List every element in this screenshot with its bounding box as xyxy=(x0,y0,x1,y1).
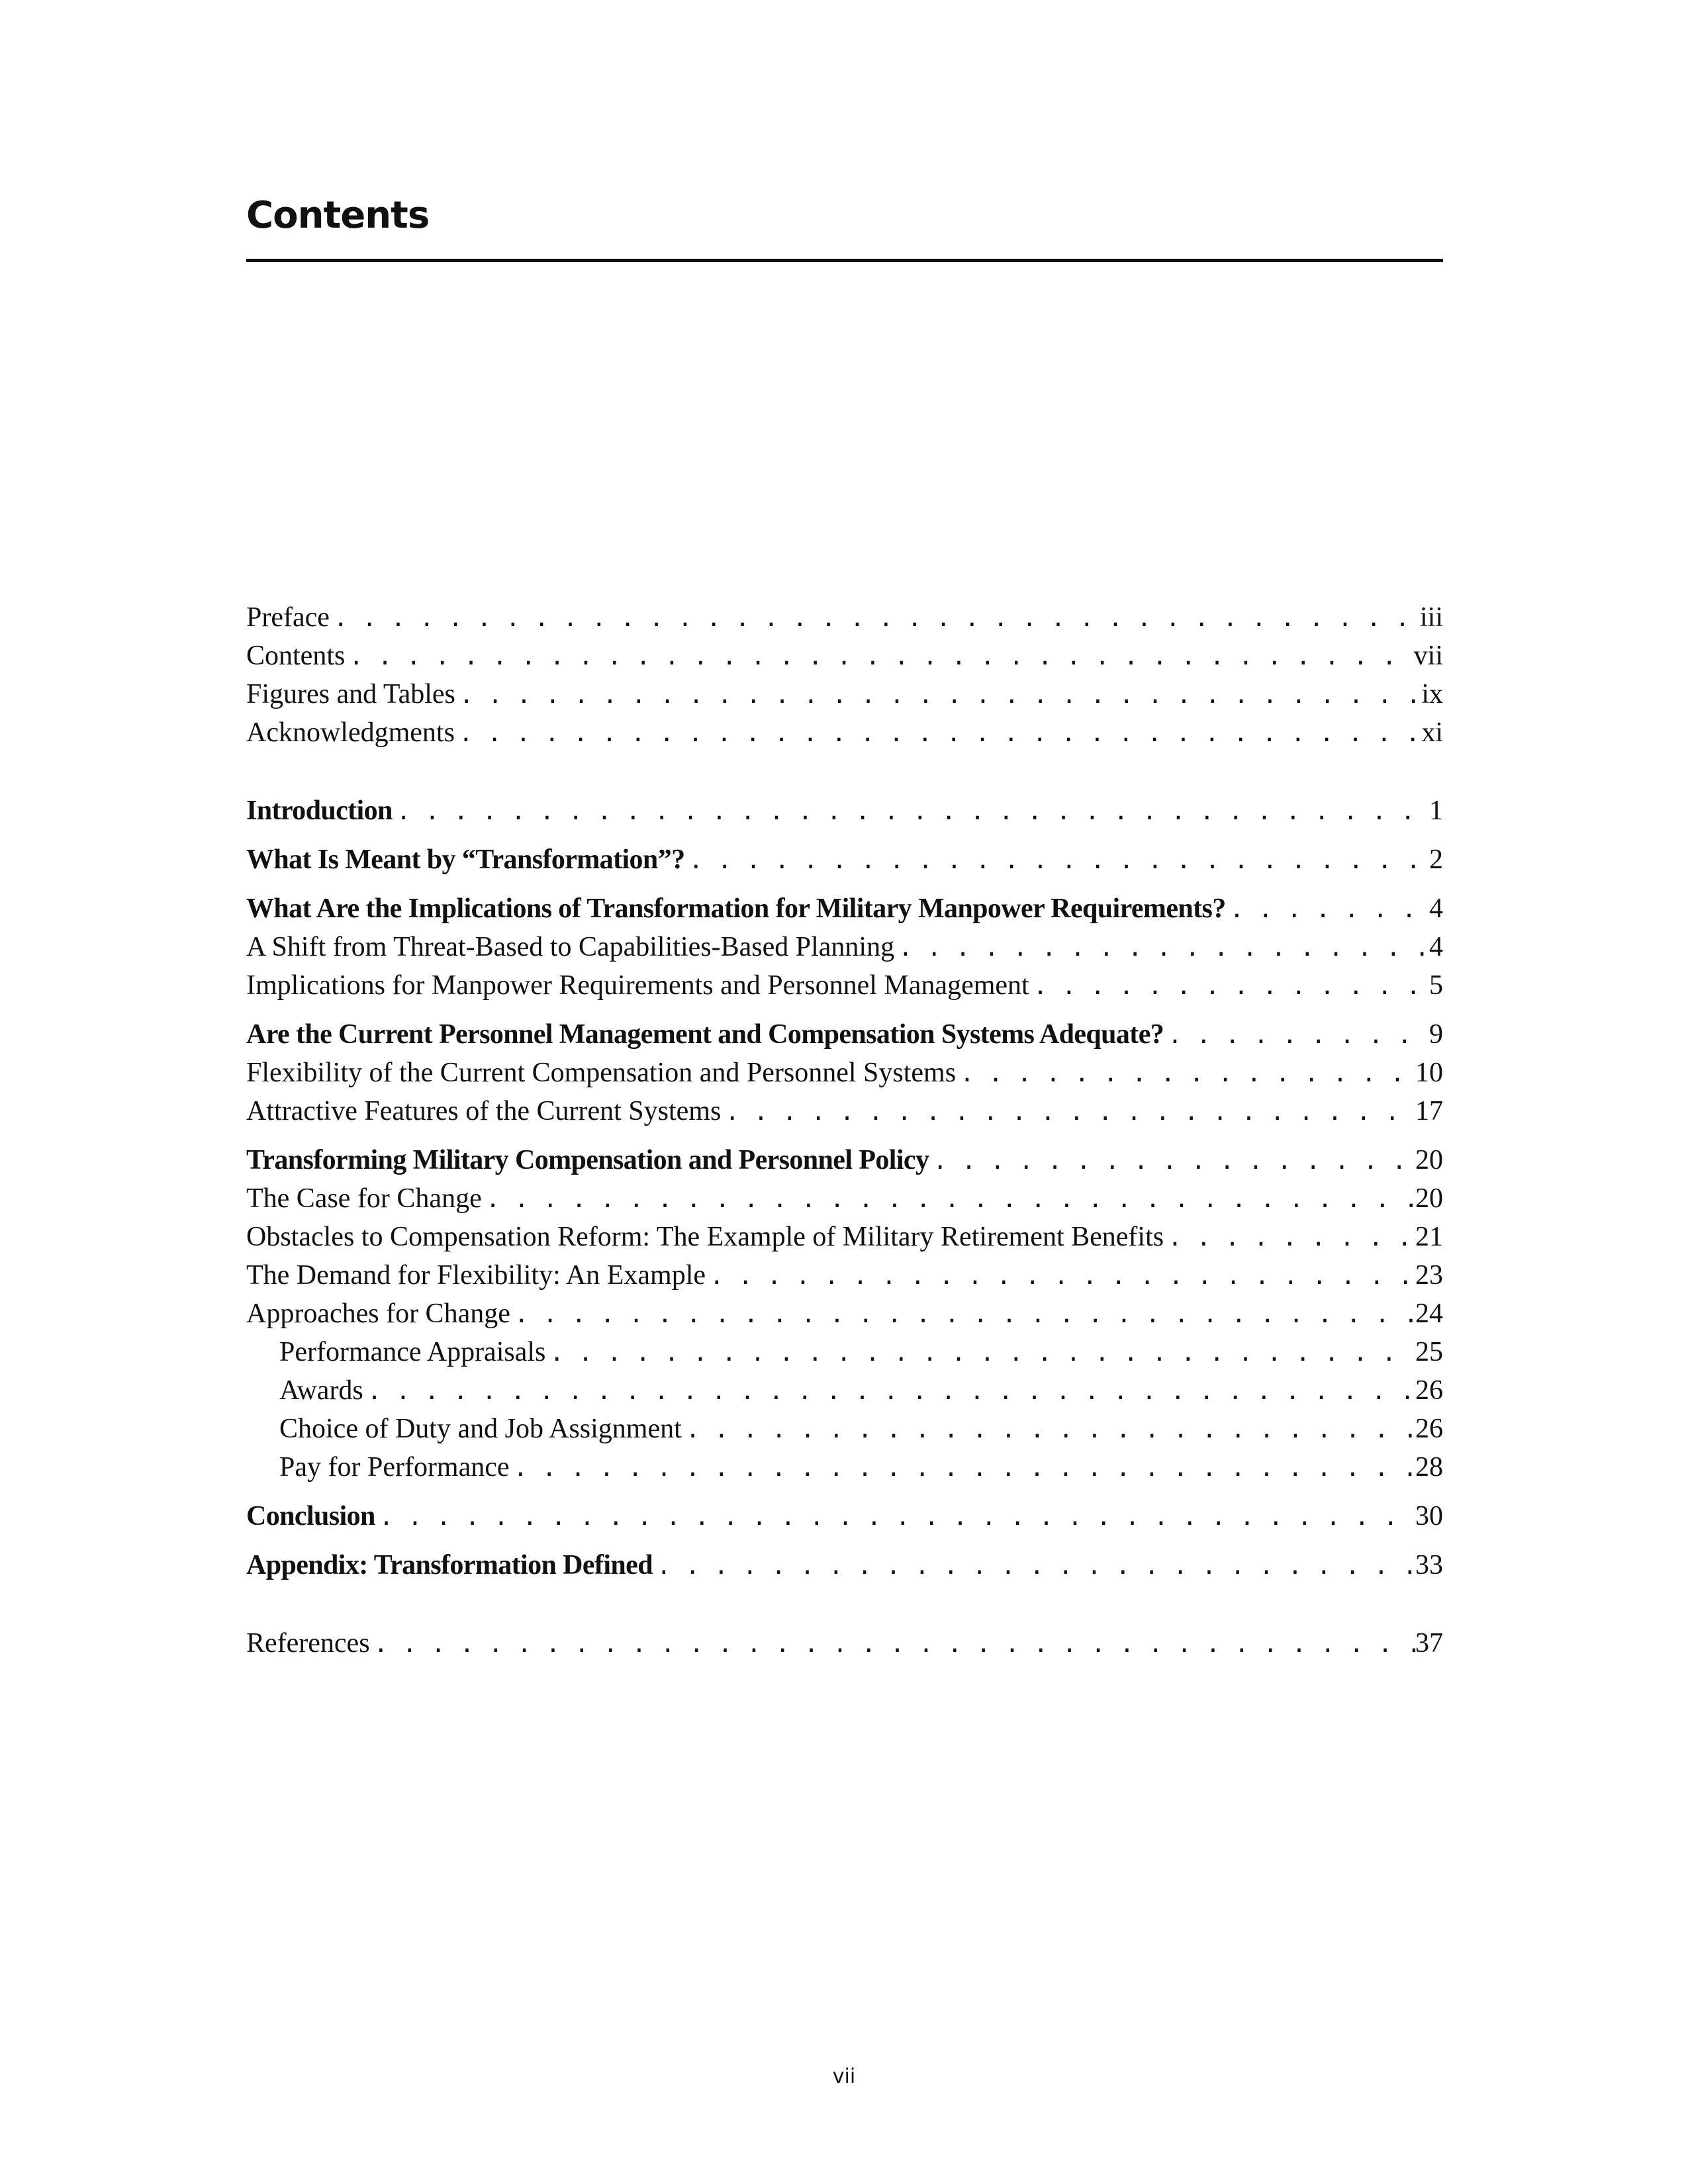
toc-entry-introduction[interactable]: Introduction . . . 1 xyxy=(246,792,1443,830)
dot-leader xyxy=(455,676,1421,713)
toc-entry-performance-appraisals[interactable]: Performance Appraisals . . . 25 xyxy=(246,1333,1443,1371)
dot-leader xyxy=(482,1181,1415,1218)
toc-entry-transforming[interactable]: Transforming Military Compensation and Personnel Policy . . . 20 xyxy=(246,1141,1443,1179)
dot-leader xyxy=(510,1449,1415,1486)
page-number: vii xyxy=(832,2065,856,2088)
toc-entry-acknowledgments[interactable]: Acknowledgments . . . xi xyxy=(246,713,1443,752)
dot-leader xyxy=(721,1093,1415,1130)
dot-leader xyxy=(510,1296,1415,1333)
toc-entry-case-for-change[interactable]: The Case for Change . . . 20 xyxy=(246,1179,1443,1218)
dot-leader xyxy=(956,1055,1415,1092)
dot-leader xyxy=(1029,968,1429,1005)
dot-leader xyxy=(1226,891,1429,928)
dot-leader xyxy=(706,1257,1415,1295)
dot-leader xyxy=(1164,1017,1429,1054)
toc-entry-approaches[interactable]: Approaches for Change . . . 24 xyxy=(246,1295,1443,1333)
toc-entry-flexibility[interactable]: Flexibility of the Current Compensation and Personnel Systems . . . 10 xyxy=(246,1054,1443,1092)
toc-entry-attractive-features[interactable]: Attractive Features of the Current Systems . . . 17 xyxy=(246,1092,1443,1130)
dot-leader xyxy=(682,1411,1415,1448)
toc-entry-transformation[interactable]: What Is Meant by “Transformation”? . . . 2 xyxy=(246,841,1443,879)
toc-entry-figures-and-tables[interactable]: Figures and Tables . . . ix xyxy=(246,675,1443,713)
toc-entry-manpower-implications[interactable]: Implications for Manpower Requirements and Personnel Management . . . 5 xyxy=(246,966,1443,1005)
dot-leader xyxy=(345,638,1413,675)
dot-leader xyxy=(894,929,1429,966)
toc-entry-appendix[interactable]: Appendix: Transformation Defined . . . 33 xyxy=(246,1546,1443,1584)
dot-leader xyxy=(455,715,1421,752)
toc-entry-implications[interactable]: What Are the Implications of Transformation for Military Manpower Requirements? . . . 4 xyxy=(246,889,1443,928)
dot-leader xyxy=(393,793,1429,830)
dot-leader xyxy=(685,842,1430,879)
dot-leader xyxy=(1164,1219,1415,1256)
dot-leader xyxy=(330,600,1420,637)
toc-entry-choice-of-duty[interactable]: Choice of Duty and Job Assignment . . . 26 xyxy=(246,1410,1443,1448)
dot-leader xyxy=(363,1373,1415,1410)
dot-leader xyxy=(653,1547,1415,1584)
toc-entry-pay-for-performance[interactable]: Pay for Performance . . . 28 xyxy=(246,1448,1443,1486)
toc-entry-threat-based-shift[interactable]: A Shift from Threat-Based to Capabilities-Based Planning . . . 4 xyxy=(246,928,1443,966)
dot-leader xyxy=(370,1625,1415,1662)
dot-leader xyxy=(375,1498,1415,1535)
toc-entry-adequacy[interactable]: Are the Current Personnel Management and Compensation Systems Adequate? . . . 9 xyxy=(246,1015,1443,1054)
toc-entry-demand-for-flexibility[interactable]: The Demand for Flexibility: An Example . . . 23 xyxy=(246,1256,1443,1295)
page-title: Contents xyxy=(246,194,430,237)
toc-entry-awards[interactable]: Awards . . . 26 xyxy=(246,1371,1443,1410)
toc-entry-obstacles[interactable]: Obstacles to Compensation Reform: The Example of Military Retirement Benefits . . . 21 xyxy=(246,1218,1443,1256)
toc-entry-contents[interactable]: Contents . . . vii xyxy=(246,637,1443,675)
heading-rule xyxy=(246,259,1443,262)
toc-entry-preface[interactable]: Preface . . . iii xyxy=(246,598,1443,637)
toc-entry-references[interactable]: References . . . 37 xyxy=(246,1624,1443,1662)
dot-leader xyxy=(545,1334,1415,1371)
toc-entry-conclusion[interactable]: Conclusion . . . 30 xyxy=(246,1497,1443,1535)
dot-leader xyxy=(929,1142,1415,1179)
table-of-contents xyxy=(246,598,1443,1662)
